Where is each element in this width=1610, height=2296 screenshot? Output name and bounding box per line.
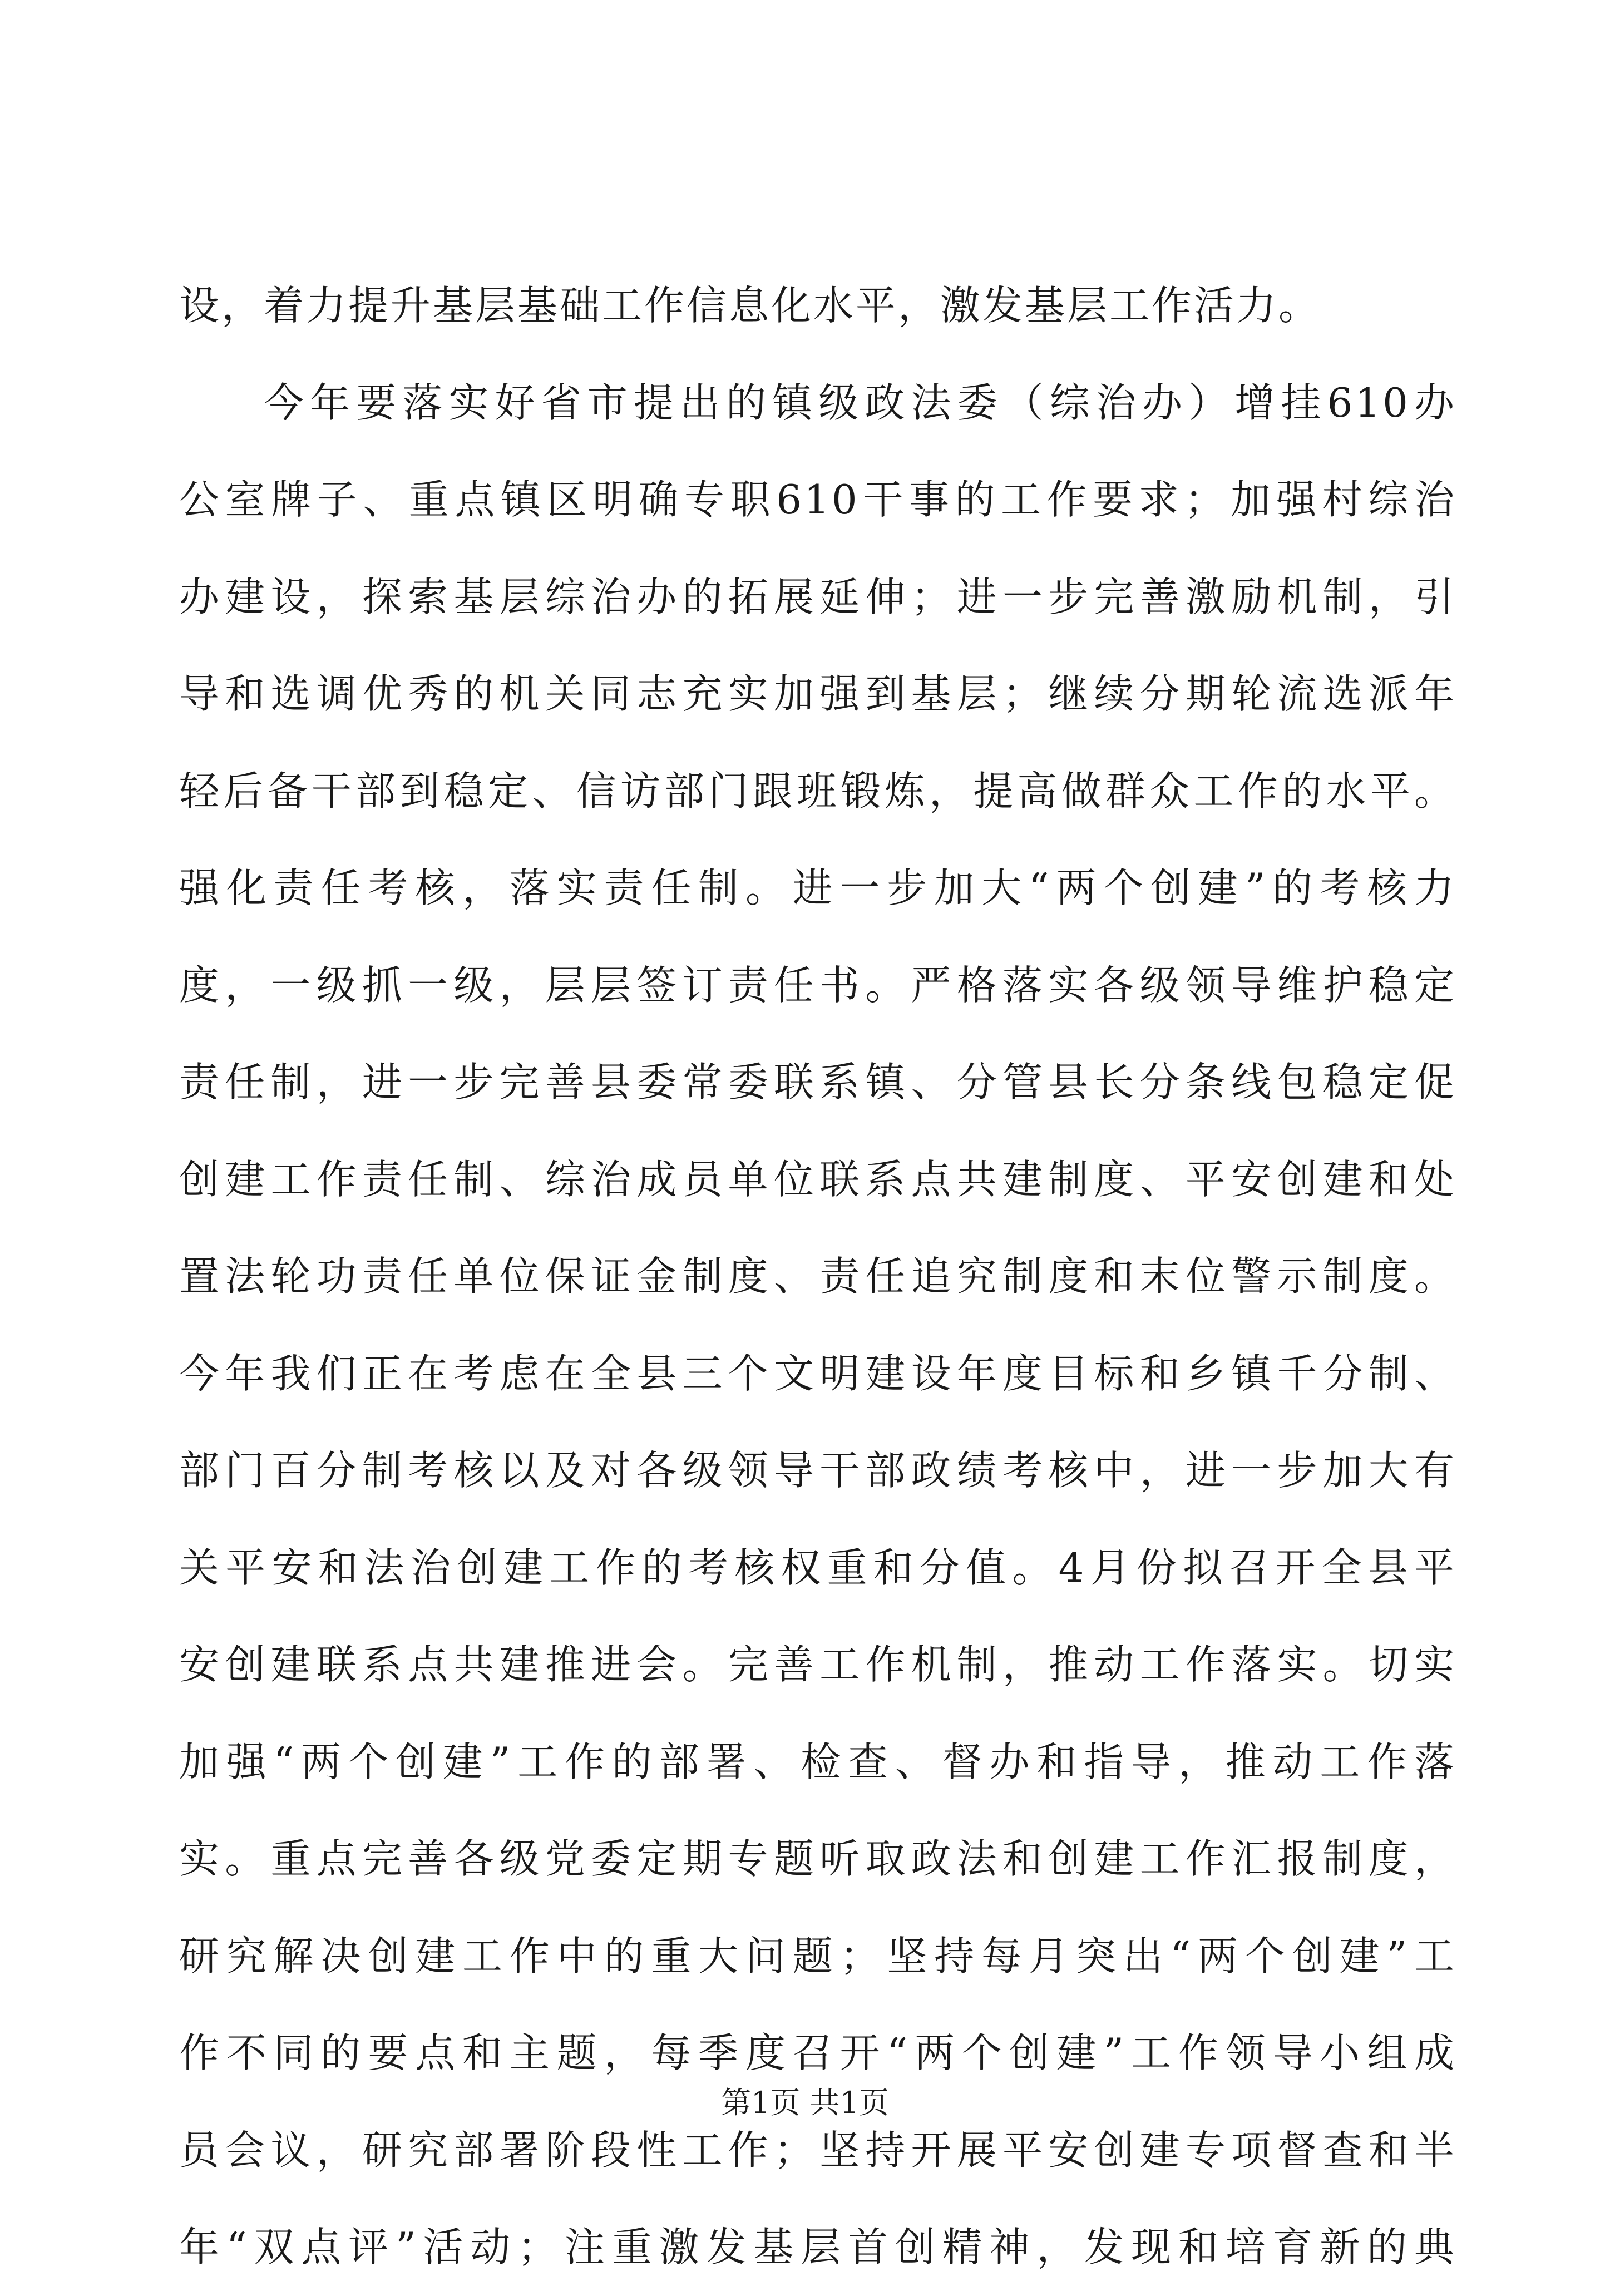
text-line: 部门百分制考核以及对各级领导干部政绩考核中，进一步加大有: [179, 1447, 1456, 1494]
text-line: 作不同的要点和主题，每季度召开“两个创建”工作领导小组成: [179, 2030, 1456, 2076]
text-line: 加强“两个创建”工作的部署、检查、督办和指导，推动工作落: [179, 1738, 1456, 1785]
text-line: 研究解决创建工作中的重大问题；坚持每月突出“两个创建”工: [179, 1932, 1456, 1979]
text-line: 度，一级抓一级，层层签订责任书。严格落实各级领导维护稳定: [179, 961, 1456, 1009]
document-body: [179, 257, 1456, 2296]
text-line: 置法轮功责任单位保证金制度、责任追究制度和末位警示制度。: [179, 1253, 1456, 1300]
text-line: 员会议，研究部署阶段性工作；坚持开展平安创建专项督查和半: [179, 2126, 1456, 2174]
text-line: 年“双点评”活动；注重激发基层首创精神，发现和培育新的典: [179, 2224, 1456, 2270]
text-line: 设，着力提升基层基础工作信息化水平，激发基层工作活力。: [179, 282, 1321, 329]
text-line: 公室牌子、重点镇区明确专职610干事的工作要求；加强村综治: [179, 476, 1456, 523]
text-line: 关平安和法治创建工作的考核权重和分值。4月份拟召开全县平: [179, 1544, 1456, 1591]
text-line: 导和选调优秀的机关同志充实加强到基层；继续分期轮流选派年: [179, 670, 1456, 717]
text-line: 办建设，探索基层综治办的拓展延伸；进一步完善激励机制，引: [179, 573, 1456, 620]
text-line: 实。重点完善各级党委定期专题听取政法和创建工作汇报制度，: [179, 1835, 1456, 1882]
text-line: 创建工作责任制、综治成员单位联系点共建制度、平安创建和处: [179, 1156, 1456, 1203]
text-line: 责任制，进一步完善县委常委联系镇、分管县长分条线包稳定促: [179, 1059, 1456, 1105]
text-line: 今年我们正在考虑在全县三个文明建设年度目标和乡镇千分制、: [179, 1350, 1456, 1397]
text-line: 轻后备干部到稳定、信访部门跟班锻炼，提高做群众工作的水平。: [179, 767, 1456, 814]
text-line: 强化责任考核，落实责任制。进一步加大“两个创建”的考核力: [179, 865, 1456, 911]
text-line: 安创建联系点共建推进会。完善工作机制，推动工作落实。切实: [179, 1641, 1456, 1688]
page-number-footer: 第1页 共1页: [721, 2085, 889, 2120]
text-line: 今年要落实好省市提出的镇级政法委（综治办）增挂610办: [264, 379, 1456, 426]
